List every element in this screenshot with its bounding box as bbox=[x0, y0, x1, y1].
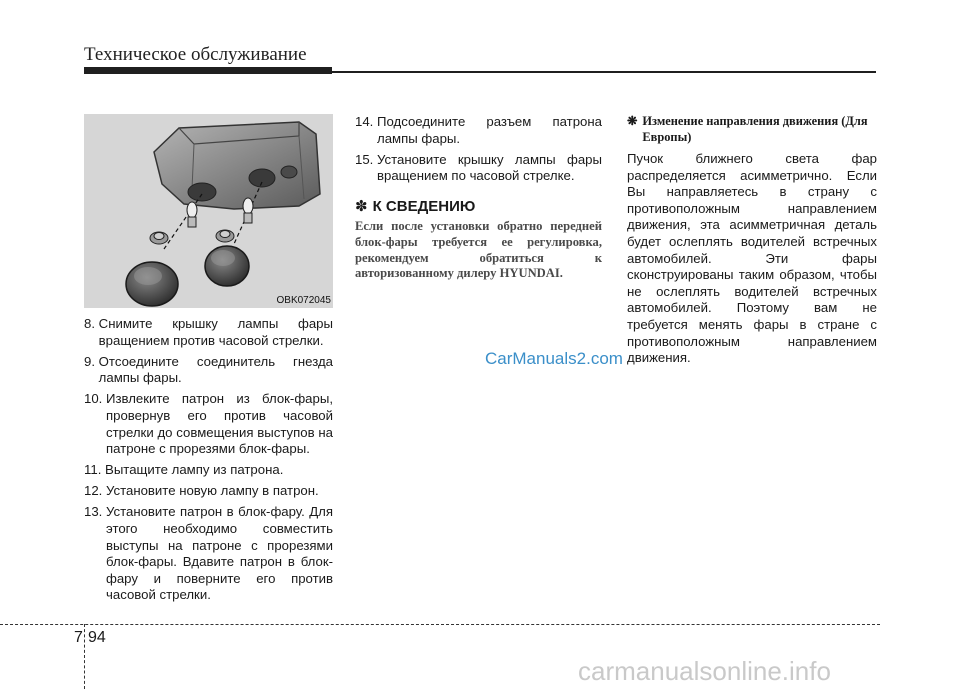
header-rule-thin bbox=[332, 71, 876, 73]
section-body: Пучок ближнего света фар распределяется асимметрично. Если Вы направляетесь в страну с противоположным направлением движения, эта асимметричная деталь будет ослеплять водителей встречных автомобилей. Эти фары сконструированы таким образом, чтобы не ослеплять водителей встречных автомобилей. Поэтому вам не требуется менять фары в стране с противоположным направлением движения. bbox=[627, 151, 877, 366]
step-text: Снимите крышку лампы фары вращением против часовой стрелки. bbox=[98, 316, 333, 348]
step-text: Отсоедините соединитель гнезда лампы фары. bbox=[98, 353, 333, 386]
step-number: 8. bbox=[84, 316, 99, 331]
step-number: 10. bbox=[84, 391, 106, 407]
footer-site-watermark: carmanualsonline.info bbox=[578, 656, 831, 686]
section-heading bbox=[627, 113, 877, 145]
header-rule-thick bbox=[84, 67, 332, 74]
step-11 bbox=[84, 462, 333, 479]
headlamp-drawing bbox=[84, 114, 333, 308]
column-left bbox=[84, 316, 333, 609]
step-12 bbox=[84, 483, 333, 500]
note-heading-text: К СВЕДЕНИЮ bbox=[372, 197, 476, 215]
step-number: 13. bbox=[84, 504, 106, 520]
note-body: Если после установки обратно передней блок-фары требуется ее регулировка, рекомендуем обратиться к авторизованному дилеру HYUNDAI. bbox=[355, 219, 602, 281]
step-text: Установите новую лампу в патрон. bbox=[106, 483, 319, 499]
step-9 bbox=[84, 354, 333, 387]
section-heading-text: Изменение направления движения (Для Европы) bbox=[642, 114, 868, 144]
headlamp-illustration bbox=[84, 114, 333, 308]
watermark-link[interactable]: CarManuals2.com bbox=[485, 349, 623, 368]
page-number: 94 bbox=[88, 629, 106, 646]
column-right bbox=[627, 113, 877, 367]
step-text: Установите крышку лампы фары вращением по часовой стрелке. bbox=[377, 151, 602, 184]
step-15 bbox=[355, 152, 602, 185]
note-star-icon: ✽ bbox=[355, 197, 368, 215]
step-text: Установите патрон в блок-фару. Для этого необходимо совместить выступы на патроне с прорезями блок-фары. Вдавите патрон в блок-фару и поверните его против часовой стрелки. bbox=[106, 504, 333, 603]
note-heading bbox=[355, 199, 602, 216]
step-10 bbox=[84, 391, 333, 457]
step-13 bbox=[84, 504, 333, 604]
column-middle bbox=[355, 114, 602, 282]
chapter-number: 7 bbox=[74, 629, 83, 646]
step-number: 14. bbox=[355, 114, 377, 129]
step-number: 11. bbox=[84, 462, 106, 478]
figure-code: OBK072045 bbox=[276, 295, 331, 306]
step-14 bbox=[355, 114, 602, 147]
step-number: 9. bbox=[84, 353, 99, 369]
step-text: Вытащите лампу из патрона. bbox=[105, 462, 284, 478]
section-star-icon: ❋ bbox=[627, 114, 638, 128]
step-number: 12. bbox=[84, 483, 106, 499]
step-number: 15. bbox=[355, 151, 377, 167]
footer-dashed-divider bbox=[84, 624, 85, 689]
page-header-title: Техническое обслуживание bbox=[84, 44, 307, 65]
step-8 bbox=[84, 316, 333, 349]
step-text: Подсоедините разъем патрона лампы фары. bbox=[377, 114, 602, 146]
step-text: Извлеките патрон из блок-фары, провернув его против часовой стрелки до совмещения выступов на патроне с прорезями блок-фары. bbox=[106, 391, 333, 457]
footer-dashed-rule bbox=[0, 624, 880, 625]
